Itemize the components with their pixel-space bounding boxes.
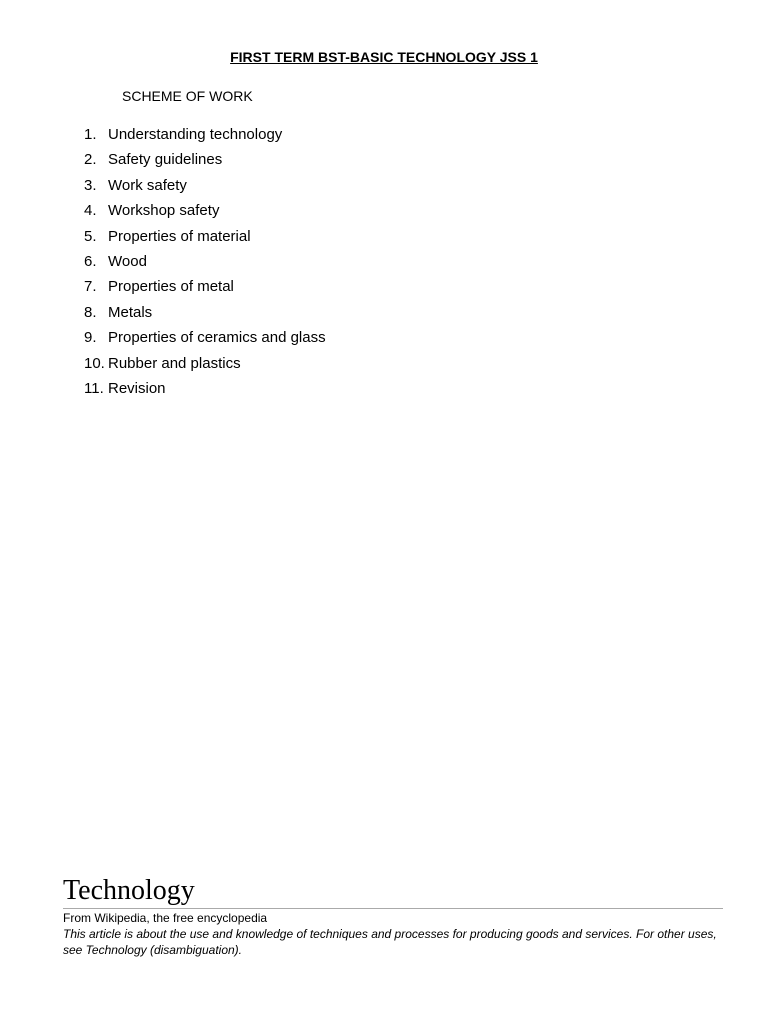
list-item [84, 277, 326, 302]
list-item-label: Properties of ceramics and glass [108, 329, 326, 347]
list-item [84, 328, 326, 353]
list-item-label: Workshop safety [108, 202, 220, 220]
list-item [84, 176, 326, 201]
list-item-number: 9. [84, 329, 97, 347]
wikipedia-excerpt [63, 874, 723, 958]
list-item-number: 11. [84, 379, 104, 397]
list-item-label: Properties of material [108, 227, 251, 245]
list-item-number: 10. [84, 354, 105, 372]
list-item [84, 303, 326, 328]
list-item-label: Properties of metal [108, 278, 234, 296]
list-item-label: Rubber and plastics [108, 354, 241, 372]
list-item-number: 7. [84, 278, 97, 296]
wiki-tagline: From Wikipedia, the free encyclopedia [63, 911, 268, 925]
list-item-label: Understanding technology [108, 126, 283, 143]
list-item-number: 2. [84, 151, 97, 169]
list-item-number: 1. [84, 126, 97, 143]
wiki-article-title: Technology [63, 874, 723, 909]
scheme-of-work-heading: SCHEME OF WORK [122, 88, 253, 104]
list-item-label: Metals [108, 303, 153, 321]
document-title: FIRST TERM BST-BASIC TECHNOLOGY JSS 1 [230, 49, 538, 65]
list-item-number: 5. [84, 227, 97, 245]
list-item [84, 354, 326, 379]
list-item [84, 252, 326, 277]
wiki-hatnote: This article is about the use and knowledge of techniques and processes for producing goods and services. For other uses, see Technology (disambiguation). [63, 927, 717, 957]
list-item-number: 6. [84, 252, 97, 270]
list-item [84, 227, 326, 252]
list-item-label: Safety guidelines [108, 151, 223, 169]
list-item-number: 8. [84, 303, 97, 321]
list-item [84, 150, 326, 175]
list-item [84, 125, 326, 150]
list-item [84, 379, 326, 404]
list-item-label: Revision [108, 379, 166, 397]
list-item-number: 4. [84, 202, 97, 220]
list-item-label: Wood [108, 252, 147, 270]
list-item-number: 3. [84, 176, 97, 194]
list-item-label: Work safety [108, 176, 187, 194]
topic-list [84, 125, 326, 404]
list-item [84, 201, 326, 226]
